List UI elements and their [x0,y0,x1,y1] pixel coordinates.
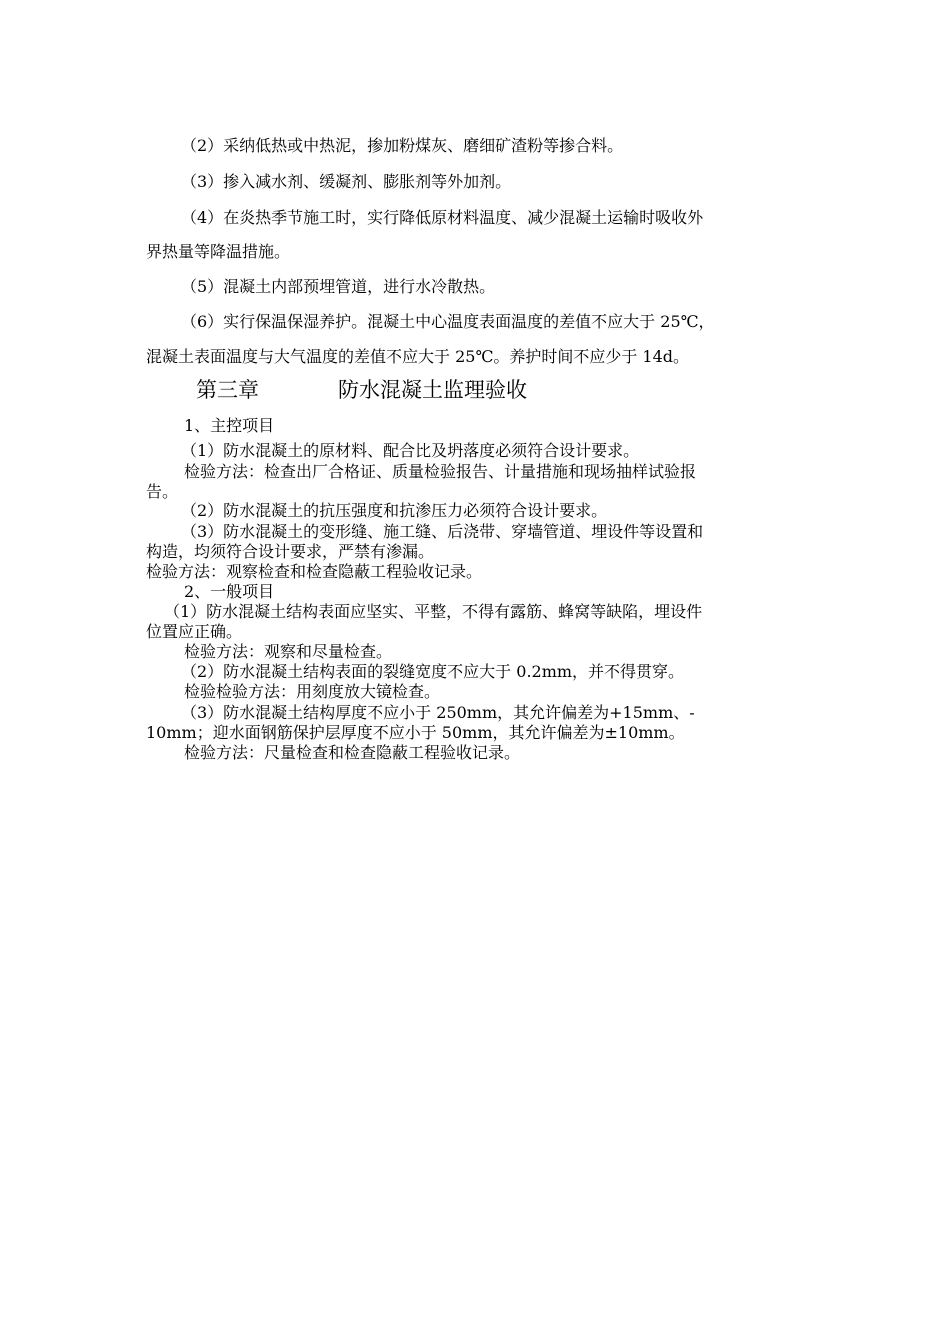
main-method-3: 检验方法：观察检查和检查隐蔽工程验收记录。 [146,562,483,581]
general-item-1-line2: 位置应正确。 [146,622,243,641]
chapter-number: 第三章 [196,378,259,402]
paragraph-item-2: （2）采纳低热或中热泥，掺加粉煤灰、磨细矿渣粉等掺合料。 [181,136,624,155]
general-items-heading: 2、一般项目 [184,582,275,601]
general-item-3-line2: 10mm；迎水面钢筋保护层厚度不应小于 50mm，其允许偏差为±10mm。 [146,723,685,742]
main-items-heading: 1、主控项目 [184,416,275,435]
paragraph-item-5: （5）混凝土内部预埋管道，进行水冷散热。 [181,277,496,296]
paragraph-item-6-line1: （6）实行保温保湿养护。混凝土中心温度表面温度的差值不应大于 25℃， [181,312,715,331]
main-method-1-line2: 告。 [146,482,179,501]
general-method-1: 检验方法：观察和尽量检查。 [184,642,393,661]
paragraph-item-4-line1: （4）在炎热季节施工时，实行降低原材料温度、减少混凝土运输时吸收外 [181,208,704,227]
general-item-1-line1: （1）防水混凝土结构表面应坚实、平整，不得有露筋、蜂窝等缺陷，埋设件 [164,602,703,621]
main-item-2: （2）防水混凝土的抗压强度和抗渗压力必须符合设计要求。 [181,501,608,520]
paragraph-item-3: （3）掺入减水剂、缓凝剂、膨胀剂等外加剂。 [181,172,512,191]
paragraph-item-4-line2: 界热量等降温措施。 [146,242,291,261]
general-item-3-line1: （3）防水混凝土结构厚度不应小于 250mm，其允许偏差为+15mm、- [181,703,695,722]
general-method-3: 检验方法：尺量检查和检查隐蔽工程验收记录。 [184,743,521,762]
main-item-1: （1）防水混凝土的原材料、配合比及坍落度必须符合设计要求。 [181,441,640,460]
general-item-2: （2）防水混凝土结构表面的裂缝宽度不应大于 0.2mm，并不得贯穿。 [181,662,685,681]
chapter-title: 防水混凝土监理验收 [338,378,527,402]
paragraph-item-6-line2: 混凝土表面温度与大气温度的差值不应大于 25℃。养护时间不应少于 14d。 [146,347,690,366]
general-method-2: 检验检验方法：用刻度放大镜检查。 [184,682,441,701]
main-method-1-line1: 检验方法：检查出厂合格证、质量检验报告、计量措施和现场抽样试验报 [184,462,697,481]
main-item-3-line2: 构造，均须符合设计要求，严禁有渗漏。 [146,542,435,561]
main-item-3-line1: （3）防水混凝土的变形缝、施工缝、后浇带、穿墙管道、埋设件等设置和 [181,522,704,541]
